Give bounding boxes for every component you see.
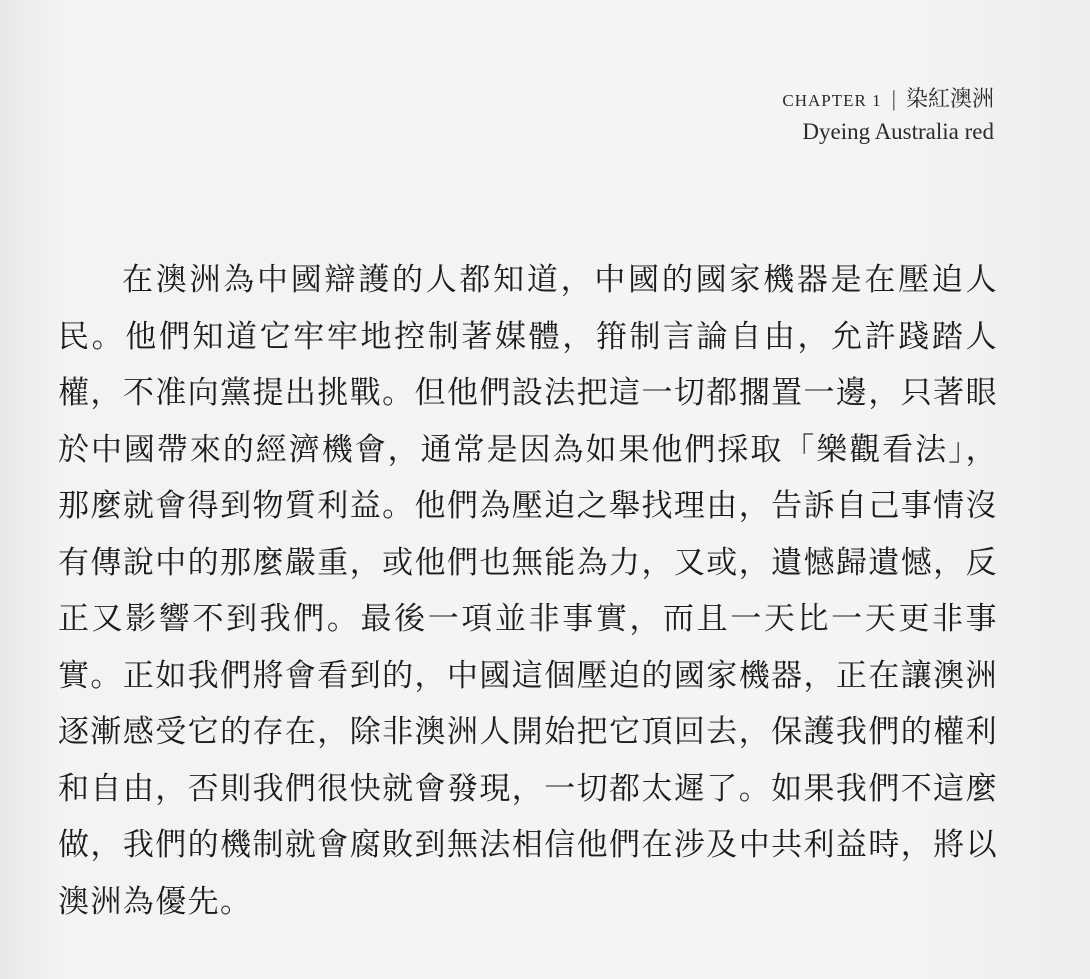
chapter-label: CHAPTER 1 — [782, 91, 882, 110]
body-paragraph: 在澳洲為中國辯護的人都知道，中國的國家機器是在壓迫人民。他們知道它牢牢地控制著媒體，箝制言論自由，允許踐踏人權，不准向黨提出挑戰。但他們設法把這一切都擱置一邊，只著眼於中國帶來的經濟機會，通常是因為如果他們採取「樂觀看法」，那麼就會得到物質利益。他們為壓迫之舉找理由，告訴自己事情沒有傳說中的那麼嚴重，或他們也無能為力，又或，遺憾歸遺憾，反正又影響不到我們。最後一項並非事實，而且一天比一天更非事實。正如我們將會看到的，中國這個壓迫的國家機器，正在讓澳洲逐漸感受它的存在，除非澳洲人開始把它頂回去，保護我們的權利和自由，否則我們很快就會發現，一切都太遲了。如果我們不這麼做，我們的機制就會腐敗到無法相信他們在涉及中共利益時，將以澳洲為優先。 — [58, 262, 998, 920]
chapter-title-zh: 染紅澳洲 — [905, 86, 994, 111]
chapter-title-en: Dyeing Australia red — [802, 119, 994, 144]
running-header — [782, 84, 994, 148]
header-separator: | — [891, 86, 896, 111]
header-chapter-line — [782, 84, 994, 116]
body-text — [58, 252, 998, 930]
